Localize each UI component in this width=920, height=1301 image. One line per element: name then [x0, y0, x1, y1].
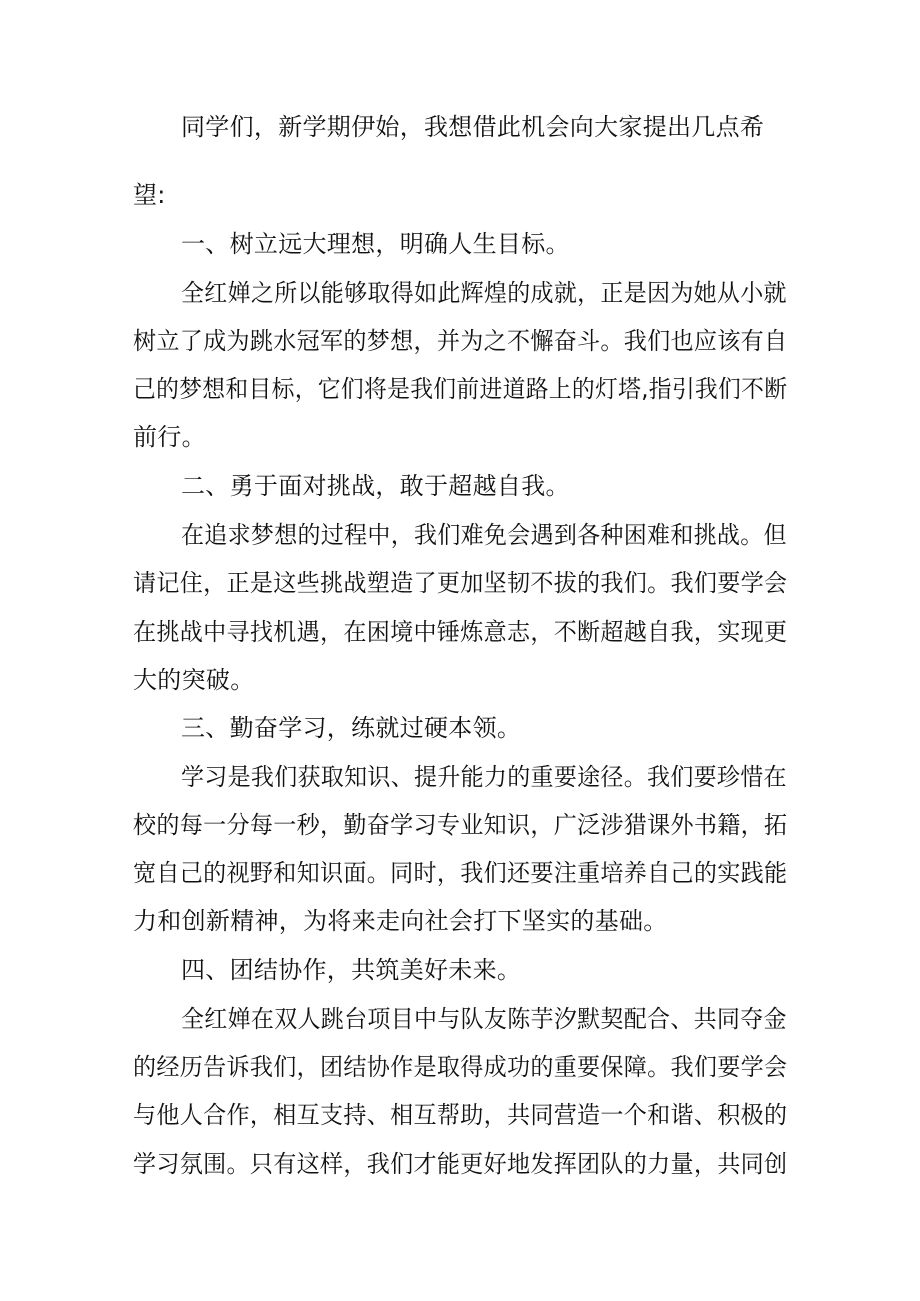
paragraph-intro-line-1: 同学们，新学期伊始，我想借此机会向大家提出几点希: [181, 113, 765, 141]
paragraph-2-line-3: 在挑战中寻找机遇，在困境中锤炼意志，不断超越自我，实现更: [133, 618, 788, 646]
paragraph-4-line-1: 全红婵在双人跳台项目中与队友陈芋汐默契配合、共同夺金: [181, 1005, 787, 1033]
paragraph-4-line-4: 学习氛围。只有这样，我们才能更好地发挥团队的力量，共同创: [133, 1150, 788, 1178]
paragraph-3-line-1: 学习是我们获取知识、提升能力的重要途径。我们要珍惜在: [181, 763, 787, 791]
paragraph-2-line-4: 大的突破。: [133, 666, 255, 694]
paragraph-4-line-2: 的经历告诉我们，团结协作是取得成功的重要保障。我们要学会: [133, 1053, 788, 1081]
heading-point-3: 三、勤奋学习，练就过硬本领。: [181, 714, 522, 742]
paragraph-3-line-4: 力和创新精神，为将来走向社会打下坚实的基础。: [133, 907, 668, 935]
paragraph-3-line-2: 校的每一分每一秒，勤奋学习专业知识，广泛涉猎课外书籍，拓: [133, 811, 788, 839]
paragraph-1-line-1: 全红婵之所以能够取得如此辉煌的成就，正是因为她从小就: [181, 279, 787, 307]
paragraph-2-line-1: 在追求梦想的过程中，我们难免会遇到各种困难和挑战。但: [181, 521, 787, 549]
paragraph-4-line-3: 与他人合作，相互支持、相互帮助，共同营造一个和谐、积极的: [133, 1101, 788, 1129]
paragraph-2-line-2: 请记住，正是这些挑战塑造了更加坚韧不拔的我们。我们要学会: [133, 569, 788, 597]
heading-point-4: 四、团结协作，共筑美好未来。: [181, 956, 522, 984]
paragraph-1-line-4: 前行。: [133, 423, 206, 451]
heading-point-2: 二、勇于面对挑战，敢于超越自我。: [181, 472, 570, 500]
paragraph-1-line-2: 树立了成为跳水冠军的梦想，并为之不懈奋斗。我们也应该有自: [133, 327, 788, 355]
paragraph-3-line-3: 宽自己的视野和知识面。同时，我们还要注重培养自己的实践能: [133, 859, 788, 887]
heading-point-1: 一、树立远大理想，明确人生目标。: [181, 230, 570, 258]
paragraph-1-line-3: 己的梦想和目标，它们将是我们前进道路上的灯塔,指引我们不断: [133, 375, 788, 403]
paragraph-intro-line-2: 望:: [133, 181, 166, 209]
